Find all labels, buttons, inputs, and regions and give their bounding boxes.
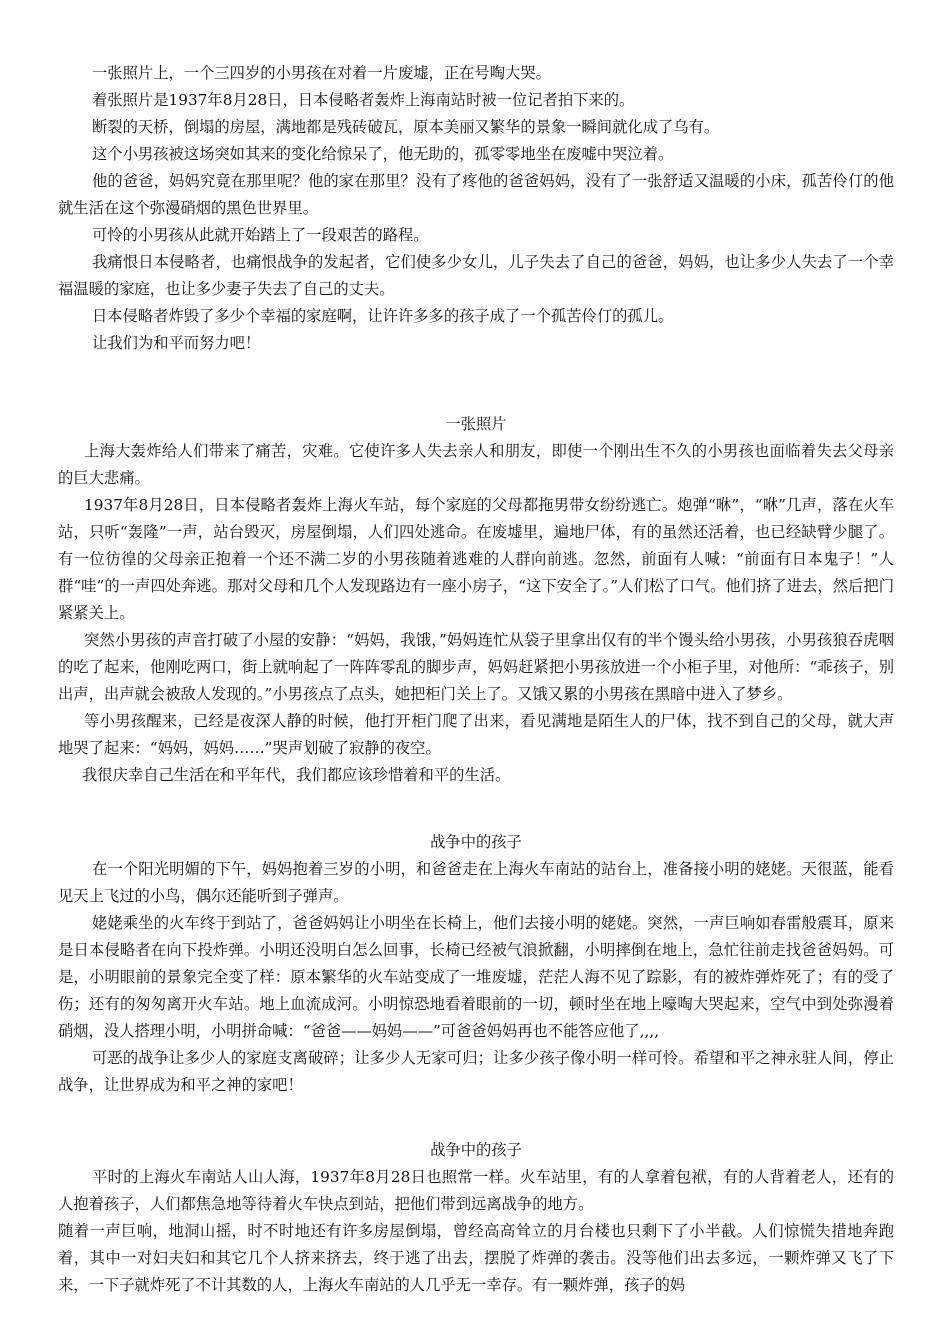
- paragraph: 这个小男孩被这场突如其来的变化给惊呆了，他无助的，孤零零地坐在废嘘中哭泣着。: [92, 145, 674, 163]
- essay-2: [58, 411, 894, 789]
- paragraph: 可恶的战争让多少人的家庭支离破碎；让多少人无家可归；让多少孩子像小明一样可怜。希望和平之神永驻人间，停止战争，让世界成为和平之神的家吧！: [58, 1049, 894, 1094]
- paragraph: 断裂的天桥，倒塌的房屋，满地都是残砖破瓦，原本美丽又繁华的景象一瞬间就化成了乌有。: [92, 118, 720, 136]
- paragraph: 平时的上海火车南站人山人海，1937年8月28日也照常一样。火车站里，有的人拿着包袱，有的人背着老人，还有的人抱着孩子，人们都焦急地等待着火车快点到站，把他们带到远离战争的地方。: [58, 1168, 894, 1213]
- spacer: [58, 357, 894, 411]
- paragraph: 日本侵略者炸毁了多少个幸福的家庭啊，让许许多多的孩子成了一个孤苦伶仃的孤儿。: [92, 307, 674, 325]
- paragraph: 让我们为和平而努力吧！: [92, 334, 261, 352]
- paragraph: 姥姥乘坐的火车终于到站了，爸爸妈妈让小明坐在长椅上，他们去接小明的姥姥。突然，一声巨响如春雷般震耳，原来是日本侵略者在向下投炸弹。小明还没明白怎么回事，长椅已经被气浪掀翻，小明摔倒在地上，急忙往前走找爸爸妈妈。可是，小明眼前的景象完全变了样：原本繁华的火车站变成了一堆废墟，茫茫人海不见了踪影，有的被炸弹炸死了；有的受了伤；还有的匆匆离开火车站。地上血流成河。小明惊恐地看着眼前的一切，顿时坐在地上嚎啕大哭起来，空气中到处弥漫着硝烟，没人搭理小明，小明拼命喊：“爸爸——妈妈——”可爸爸妈妈再也不能答应他了,,,,: [58, 914, 894, 1040]
- spacer: [58, 1099, 894, 1137]
- essay-title: 一张照片: [445, 415, 507, 433]
- paragraph: 可怜的小男孩从此就开始踏上了一段艰苦的路程。: [92, 226, 429, 244]
- essay-1: [58, 60, 894, 357]
- essay-title: 战争中的孩子: [430, 833, 522, 851]
- paragraph: 突然小男孩的声音打破了小屋的安静：“妈妈，我饿，”妈妈连忙从袋子里拿出仅有的半个馒头给小男孩，小男孩狼吞虎咽的吃了起来，他刚吃两口，街上就响起了一阵阵零乱的脚步声，妈妈赶紧把小男孩放进一个小柜子里，对他所：“乖孩子，别出声，出声就会被敌人发现的。”小男孩点了点头，她把柜门关上了。又饿又累的小男孩在黑暗中进入了梦乡。: [58, 631, 894, 703]
- paragraph: 我很庆幸自己生活在和平年代，我们都应该珍惜着和平的生活。: [82, 766, 511, 784]
- paragraph: 等小男孩醒来，已经是夜深人静的时候，他打开柜门爬了出来，看见满地是陌生人的尸体，找不到自己的父母，就大声地哭了起来：“妈妈，妈妈……”哭声划破了寂静的夜空。: [58, 712, 894, 757]
- document-page: [58, 60, 894, 1299]
- paragraph: 他的爸爸，妈妈究竟在那里呢？他的家在那里？没有了疼他的爸爸妈妈，没有了一张舒适又温暖的小床，孤苦伶仃的他就生活在这个弥漫硝烟的黑色世界里。: [58, 172, 894, 217]
- paragraph: 随着一声巨响，地洞山摇，时不时地还有许多房屋倒塌，曾经高高耸立的月台楼也只剩下了小半截。人们惊慌失措地奔跑着，其中一对妇夫妇和其它几个人挤来挤去，终于逃了出去，摆脱了炸弹的袭击。没等他们出去多远，一颗炸弹又飞了下来，一下子就炸死了不计其数的人，上海火车南站的人几乎无一幸存。有一颗炸弹，孩子的妈: [58, 1222, 894, 1294]
- essay-title: 战争中的孩子: [430, 1141, 522, 1159]
- paragraph: 在一个阳光明媚的下午，妈妈抱着三岁的小明，和爸爸走在上海火车南站的站台上，准备接小明的姥姥。天很蓝，能看见天上飞过的小鸟，偶尔还能听到子弹声。: [58, 860, 894, 905]
- paragraph: 上海大轰炸给人们带来了痛苦，灾难。它使许多人失去亲人和朋友，即使一个刚出生不久的小男孩也面临着失去父母亲的巨大悲痛。: [58, 442, 894, 487]
- essay-4: [58, 1137, 894, 1299]
- paragraph: 一张照片上，一个三四岁的小男孩在对着一片废墟，正在号啕大哭。: [92, 64, 551, 82]
- essay-3: [58, 829, 894, 1099]
- paragraph: 我痛恨日本侵略者，也痛恨战争的发起者，它们使多少女儿，儿子失去了自己的爸爸，妈妈，也让多少人失去了一个幸福温暖的家庭，也让多少妻子失去了自己的丈夫。: [58, 253, 894, 298]
- paragraph: 着张照片是1937年8月28日，日本侵略者轰炸上海南站时被一位记者拍下来的。: [92, 91, 635, 109]
- paragraph: 1937年8月28日，日本侵略者轰炸上海火车站，每个家庭的父母都拖男带女纷纷逃亡。炮弹“咻”，“咻”几声，落在火车站，只听“轰隆”一声，站台毁灭，房屋倒塌，人们四处逃命。在废墟里，遍地尸体，有的虽然还活着，也已经缺臂少腿了。有一位彷徨的父母亲正抱着一个还不满二岁的小男孩随着逃难的人群向前逃。忽然，前面有人喊：“前面有日本鬼子！”人群“哇”的一声四处奔逃。那对父母和几个人发现路边有一座小房子，“这下安全了。”人们松了口气。他们挤了进去，然后把门紧紧关上。: [58, 496, 894, 622]
- spacer: [58, 789, 894, 829]
